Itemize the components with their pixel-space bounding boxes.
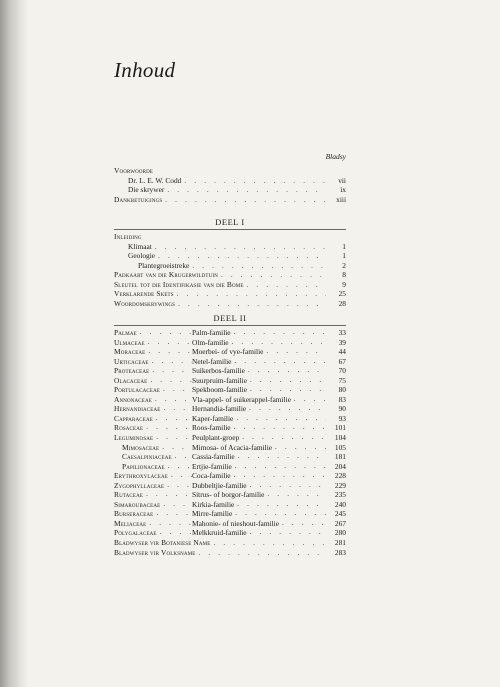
dot-leader <box>175 300 326 308</box>
family-common-cell <box>192 328 326 337</box>
family-common-cell <box>192 509 326 518</box>
toc-entry-page: 9 <box>342 279 346 289</box>
toc-entry-page: 28 <box>338 298 346 308</box>
family-entry <box>114 395 346 405</box>
dot-leader <box>165 462 192 471</box>
family-latin-name: Erythroxylaceae <box>114 471 168 481</box>
dot-leader <box>153 414 192 423</box>
toc-entry <box>114 185 346 195</box>
family-page: 93 <box>338 413 346 423</box>
family-common-cell <box>192 519 326 528</box>
toc-entry <box>114 261 346 271</box>
toc-entry-label: Sleutel tot die Identifikasie van die Bome <box>114 279 244 289</box>
family-latin-cell <box>114 357 192 366</box>
toc-entry <box>114 538 346 548</box>
family-latin-cell <box>114 414 192 423</box>
dot-leader <box>247 528 326 537</box>
dot-leader <box>145 338 192 347</box>
family-latin-name: Mimosaceae <box>122 442 160 452</box>
family-common-cell <box>192 366 326 375</box>
dot-leader <box>247 481 326 490</box>
family-common-cell <box>192 347 326 356</box>
family-common-cell <box>192 481 326 490</box>
family-entry <box>114 423 346 433</box>
family-entry <box>114 471 346 481</box>
toc-entry-page: 8 <box>342 270 346 280</box>
family-common-name: Kirkia-familie <box>192 499 235 509</box>
toc-entry <box>114 280 346 290</box>
family-common-cell <box>192 385 326 394</box>
family-latin-name: Rosaceae <box>114 423 144 433</box>
family-common-name: Vla-appel- of suikerappel-familie <box>192 394 291 404</box>
family-latin-name: Meliaceae <box>114 518 147 528</box>
toc-entry-label: Plantegroeistreke <box>138 260 190 270</box>
dot-leader <box>160 500 192 509</box>
family-page: 80 <box>338 385 346 395</box>
dot-leader <box>152 243 326 251</box>
dot-leader <box>168 471 192 480</box>
dot-leader <box>279 519 326 528</box>
family-list <box>114 328 346 538</box>
dot-leader <box>147 376 192 385</box>
dot-leader <box>149 357 192 366</box>
family-latin-cell <box>114 490 192 499</box>
dot-leader <box>291 395 326 404</box>
family-latin-cell <box>114 433 192 442</box>
family-latin-name: Moraceae <box>114 347 146 357</box>
family-entry <box>114 462 346 472</box>
family-common-name: Coca-familie <box>192 471 231 481</box>
family-latin-cell <box>114 519 192 528</box>
dot-leader <box>164 481 192 490</box>
family-latin-cell <box>114 395 192 404</box>
family-latin-cell <box>114 423 192 432</box>
family-page: 105 <box>334 442 346 452</box>
dot-leader <box>239 433 326 442</box>
toc-entry <box>114 289 346 299</box>
family-common-name: Mimosa- of Acacia-familie <box>192 442 273 452</box>
family-latin-cell <box>114 509 192 518</box>
family-entry <box>114 404 346 414</box>
family-latin-name: Leguminosae <box>114 433 154 443</box>
family-common-cell <box>192 471 326 480</box>
family-common-cell <box>192 404 326 413</box>
dot-leader <box>231 328 326 337</box>
toc-entry-label: Inleiding <box>114 232 142 241</box>
family-page: 75 <box>338 375 346 385</box>
dot-leader <box>157 528 192 537</box>
dot-leader <box>153 509 192 518</box>
family-latin-name: Caesalpiniaceae <box>122 452 172 462</box>
family-common-cell <box>192 338 326 347</box>
family-page: 101 <box>334 423 346 433</box>
family-common-name: Netel-familie <box>192 356 232 366</box>
toc-entry-label: Geologie <box>128 251 156 261</box>
family-page: 204 <box>334 461 346 471</box>
family-latin-name: Capparaceae <box>114 413 153 423</box>
toc-entry-label: Bladwyser vir Botaniese Name <box>114 538 211 547</box>
family-entry <box>114 357 346 367</box>
toc-entry-label: Bladwyser vir Volksname <box>114 547 196 557</box>
family-common-cell <box>192 528 326 537</box>
dot-leader <box>181 177 326 185</box>
toc-entry <box>114 176 346 186</box>
family-common-name: Mahonie- of nieshout-familie <box>192 518 280 528</box>
part-one-heading: DEEL I <box>215 218 245 227</box>
family-common-name: Ertjie-familie <box>192 461 232 471</box>
dot-leader <box>247 376 326 385</box>
family-common-name: Suurpruim-familie <box>192 375 248 385</box>
toc-entry <box>114 242 346 252</box>
family-page: 267 <box>334 518 346 528</box>
dot-leader <box>137 328 192 337</box>
family-latin-cell <box>114 376 192 385</box>
dot-leader <box>149 366 192 375</box>
toc-entry-page: vii <box>338 175 346 185</box>
family-common-name: Olm-familie <box>192 337 229 347</box>
family-entry <box>114 328 346 338</box>
dot-leader <box>195 549 326 557</box>
family-latin-name: Palmae <box>114 328 137 337</box>
family-common-name: Roos-familie <box>192 423 231 433</box>
family-entry <box>114 338 346 348</box>
dot-leader <box>264 490 326 499</box>
toc-entry <box>114 548 346 558</box>
toc-entry-page: ix <box>340 185 346 195</box>
family-common-cell <box>192 500 326 509</box>
family-latin-cell <box>114 366 192 375</box>
family-latin-name: Annonaceae <box>114 394 152 404</box>
family-page: 240 <box>334 499 346 509</box>
dot-leader <box>263 347 326 356</box>
toc-entry-label: Dr. L. E. W. Codd <box>128 175 182 185</box>
family-latin-cell <box>114 471 192 480</box>
family-page: 181 <box>334 452 346 462</box>
family-page: 39 <box>338 337 346 347</box>
family-page: 280 <box>334 528 346 538</box>
toc-entry <box>114 251 346 261</box>
family-common-name: Kaper-familie <box>192 413 234 423</box>
dot-leader <box>159 443 192 452</box>
dot-leader <box>164 186 326 194</box>
family-latin-name: Ulmaceae <box>114 337 145 347</box>
family-entry <box>114 433 346 443</box>
family-latin-name: Burseraceae <box>114 509 154 519</box>
dot-leader <box>233 414 326 423</box>
family-latin-cell <box>114 404 192 413</box>
dot-leader <box>246 404 326 413</box>
family-common-cell <box>192 462 326 471</box>
family-latin-cell <box>114 338 192 347</box>
family-entry <box>114 414 346 424</box>
family-entry <box>114 481 346 491</box>
family-page: 245 <box>334 509 346 519</box>
family-page: 44 <box>338 347 346 357</box>
dot-leader <box>145 347 192 356</box>
dot-leader <box>232 462 326 471</box>
family-latin-cell <box>114 347 192 356</box>
toc-entry-page: xiii <box>336 194 346 204</box>
index-list <box>114 538 346 557</box>
family-latin-name: Proteaceae <box>114 366 150 376</box>
dot-leader <box>244 281 326 289</box>
family-entry <box>114 385 346 395</box>
family-latin-cell <box>114 462 192 471</box>
family-common-cell <box>192 414 326 423</box>
dot-leader <box>162 196 326 204</box>
dot-leader <box>174 290 326 298</box>
family-latin-cell <box>114 500 192 509</box>
family-latin-name: Urticaceae <box>114 356 149 366</box>
family-entry <box>114 509 346 519</box>
family-entry <box>114 500 346 510</box>
family-page: 235 <box>334 490 346 500</box>
toc-entry <box>114 166 346 176</box>
family-entry <box>114 528 346 538</box>
toc-entry-label: Padkaart van die Krugerwildtuin <box>114 270 218 280</box>
family-common-name: Moerbei- of vye-familie <box>192 347 264 357</box>
family-common-name: Palm-familie <box>192 328 231 337</box>
family-common-name: Cassia-familie <box>192 452 235 462</box>
dot-leader <box>231 423 326 432</box>
dot-leader <box>189 262 326 270</box>
family-latin-cell <box>114 385 192 394</box>
dot-leader <box>231 471 326 480</box>
dot-leader <box>235 452 326 461</box>
toc-entry-label: Woordomskrywings <box>114 298 176 308</box>
family-latin-cell <box>114 481 192 490</box>
dot-leader <box>143 490 192 499</box>
dot-leader <box>153 433 192 442</box>
dot-leader <box>155 252 326 260</box>
family-page: 70 <box>338 366 346 376</box>
dot-leader <box>146 519 192 528</box>
dot-leader <box>272 443 326 452</box>
family-common-name: Dubbeltjie-familie <box>192 480 247 490</box>
family-page: 229 <box>334 480 346 490</box>
dot-leader <box>160 404 192 413</box>
family-entry <box>114 376 346 386</box>
toc-entry-label: Klimaat <box>128 241 152 251</box>
dot-leader <box>143 423 192 432</box>
toc-entry-page: 2 <box>342 260 346 270</box>
page-column-header: Bladsy <box>325 152 346 161</box>
family-common-name: Melkkruid-familie <box>192 528 247 538</box>
family-latin-name: Hernandiaceae <box>114 404 161 414</box>
family-entry <box>114 490 346 500</box>
family-common-cell <box>192 395 326 404</box>
family-page: 67 <box>338 356 346 366</box>
family-entry <box>114 347 346 357</box>
family-latin-name: Rutaceae <box>114 490 144 500</box>
family-common-name: Peulplant-groep <box>192 433 240 443</box>
family-page: 104 <box>334 433 346 443</box>
toc-entry <box>114 195 346 205</box>
part-one-rule <box>114 229 346 230</box>
family-latin-name: Portulacaceae <box>114 385 161 395</box>
family-common-cell <box>192 423 326 432</box>
part-two-heading: DEEL II <box>213 314 247 323</box>
toc-entry <box>114 270 346 280</box>
family-page: 33 <box>338 328 346 337</box>
toc-entry <box>114 232 346 242</box>
dot-leader <box>210 539 326 547</box>
family-latin-name: Zygophyllaceae <box>114 480 165 490</box>
dot-leader <box>245 366 326 375</box>
family-common-cell <box>192 452 326 461</box>
family-latin-name: Papilionaceae <box>122 461 165 471</box>
toc-entry-page: 25 <box>338 289 346 299</box>
dot-leader <box>234 500 326 509</box>
toc-entry-label: Dankbetuigings <box>114 194 163 204</box>
family-latin-cell <box>114 452 192 461</box>
dot-leader <box>247 385 326 394</box>
family-page: 228 <box>334 471 346 481</box>
dot-leader <box>218 271 326 279</box>
family-common-cell <box>192 433 326 442</box>
toc-entry-page: 283 <box>334 547 346 557</box>
family-latin-name: Polygalaceae <box>114 528 157 538</box>
toc-entry-label: Verklarende Skets <box>114 289 174 299</box>
part-two-rule <box>114 325 346 326</box>
toc-entry-label: Die skrywer <box>128 185 165 195</box>
dot-leader <box>172 452 192 461</box>
family-common-name: Hernandia-familie <box>192 404 247 414</box>
toc-entry <box>114 299 346 309</box>
family-latin-name: Simaroubaceae <box>114 499 161 509</box>
family-common-name: Sitrus- of borgor-familie <box>192 490 265 500</box>
front-matter-list <box>114 166 346 204</box>
family-page: 83 <box>338 394 346 404</box>
family-common-name: Suikerbos-familie <box>192 366 245 376</box>
family-common-cell <box>192 357 326 366</box>
family-latin-cell <box>114 528 192 537</box>
dot-leader <box>160 385 192 394</box>
dot-leader <box>232 509 326 518</box>
toc-entry-page: 1 <box>342 241 346 251</box>
family-entry <box>114 452 346 462</box>
toc-entry-page: 281 <box>334 538 346 547</box>
family-page: 90 <box>338 404 346 414</box>
page-title: Inhoud <box>114 58 176 82</box>
family-latin-cell <box>114 443 192 452</box>
family-latin-cell <box>114 328 192 337</box>
part-one-list <box>114 232 346 308</box>
family-common-cell <box>192 376 326 385</box>
family-common-name: Spekboom-familie <box>192 385 248 395</box>
toc-entry-label: Voorwoorde <box>114 166 154 175</box>
family-entry <box>114 443 346 453</box>
family-latin-name: Olacaceae <box>114 375 148 385</box>
family-common-cell <box>192 490 326 499</box>
toc-entry-page: 1 <box>342 251 346 261</box>
family-entry <box>114 366 346 376</box>
family-common-cell <box>192 443 326 452</box>
family-common-name: Mirre-familie <box>192 509 233 519</box>
family-entry <box>114 519 346 529</box>
dot-leader <box>231 357 326 366</box>
dot-leader <box>152 395 192 404</box>
dot-leader <box>229 338 326 347</box>
